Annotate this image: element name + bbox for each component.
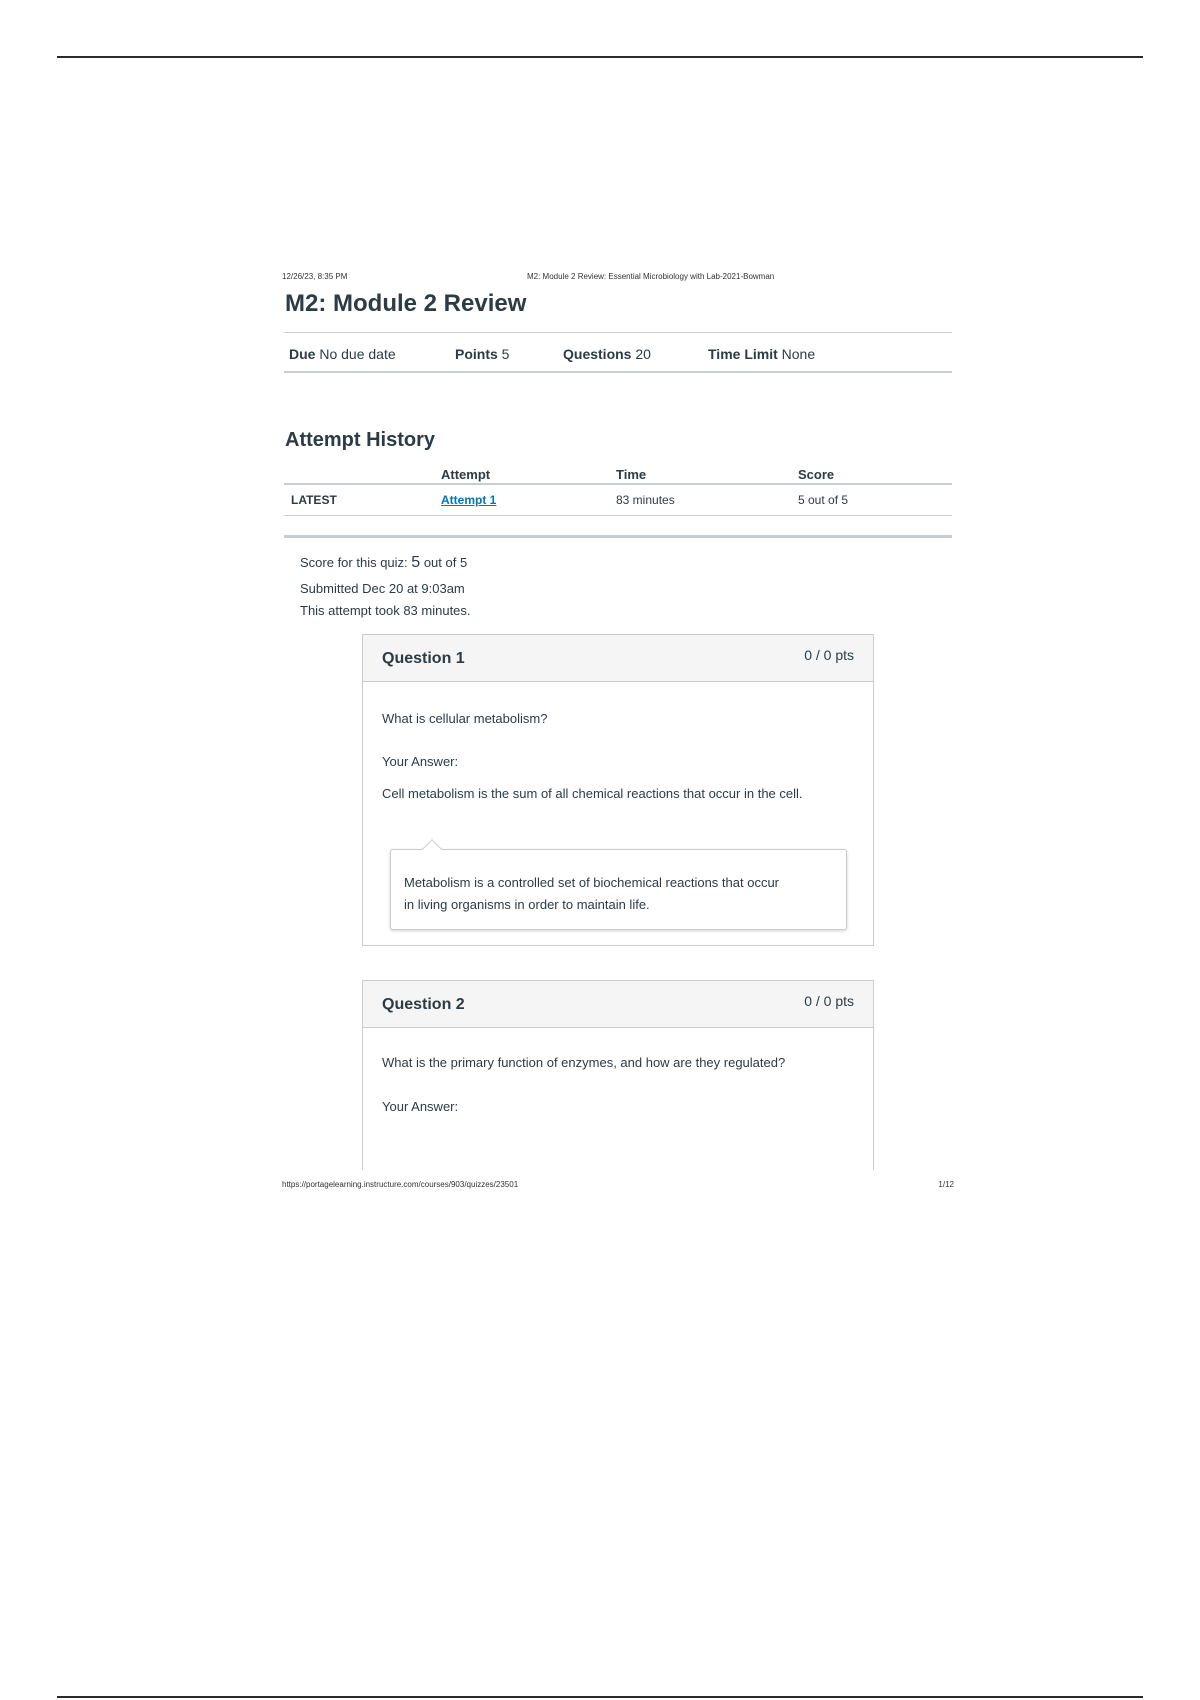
attempt-history-title: Attempt History xyxy=(285,429,436,451)
question-2-points: 0 / 0 pts xyxy=(804,993,854,1009)
meta-time-limit xyxy=(708,346,815,362)
meta-questions xyxy=(563,346,651,362)
duration-line: This attempt took 83 minutes. xyxy=(300,603,471,618)
meta-due-value: No due date xyxy=(319,346,396,362)
print-page-title: M2: Module 2 Review: Essential Microbiology with Lab-2021-Bowman xyxy=(527,272,775,281)
meta-points-value: 5 xyxy=(501,346,510,362)
question-2-header xyxy=(363,981,873,1028)
column-header-score: Score xyxy=(798,467,835,482)
meta-due xyxy=(289,346,396,362)
print-date: 12/26/23, 8:35 PM xyxy=(282,272,348,281)
feedback-line-2: in living organisms in order to maintain life. xyxy=(404,897,650,912)
question-1-title: Question 1 xyxy=(382,650,465,667)
question-1-text: What is cellular metabolism? xyxy=(382,711,548,726)
meta-time-limit-label: Time Limit xyxy=(708,346,778,362)
question-1-answer: Cell metabolism is the sum of all chemical reactions that occur in the cell. xyxy=(382,786,803,801)
meta-points-label: Points xyxy=(455,346,498,362)
attempt-history-table xyxy=(284,463,952,516)
section-divider xyxy=(284,535,952,538)
feedback-arrow xyxy=(422,839,442,859)
attempt-history-header xyxy=(284,463,952,485)
meta-points xyxy=(455,346,509,362)
meta-questions-value: 20 xyxy=(635,346,651,362)
score-label: Score for this quiz: xyxy=(300,555,408,570)
question-2-text: What is the primary function of enzymes, and how are they regulated? xyxy=(382,1055,786,1070)
meta-due-label: Due xyxy=(289,346,316,362)
question-1-points: 0 / 0 pts xyxy=(804,647,854,663)
print-url: https://portagelearning.instructure.com/courses/903/quizzes/23501 xyxy=(282,1180,519,1189)
meta-questions-label: Questions xyxy=(563,346,632,362)
page-top-rule xyxy=(57,56,1143,58)
question-2-answer-label: Your Answer: xyxy=(382,1099,459,1114)
print-page-number: 1/12 xyxy=(938,1180,954,1189)
submitted-line: Submitted Dec 20 at 9:03am xyxy=(300,581,465,596)
attempt-1-link[interactable]: Attempt 1 xyxy=(441,493,497,507)
question-1-feedback xyxy=(390,849,847,930)
question-1-header xyxy=(363,635,873,682)
latest-tag: LATEST xyxy=(291,493,337,507)
column-header-time: Time xyxy=(616,467,647,482)
printed-quiz-page xyxy=(276,266,960,1195)
question-2-title: Question 2 xyxy=(382,996,465,1013)
table-row xyxy=(284,485,952,516)
question-1-answer-label: Your Answer: xyxy=(382,754,459,769)
attempt-score: 5 out of 5 xyxy=(798,493,849,507)
score-suffix: out of 5 xyxy=(423,555,468,570)
meta-time-limit-value: None xyxy=(781,346,816,362)
quiz-meta-bar xyxy=(284,332,952,373)
column-header-attempt: Attempt xyxy=(441,467,491,482)
quiz-score-line xyxy=(300,554,467,572)
page-bottom-rule xyxy=(57,1696,1143,1698)
question-1-card xyxy=(362,634,874,946)
score-value: 5 xyxy=(411,554,421,571)
attempt-time: 83 minutes xyxy=(616,493,675,507)
quiz-title: M2: Module 2 Review xyxy=(285,290,527,317)
question-2-card xyxy=(362,980,874,1170)
feedback-line-1: Metabolism is a controlled set of biochemical reactions that occur xyxy=(404,875,780,890)
